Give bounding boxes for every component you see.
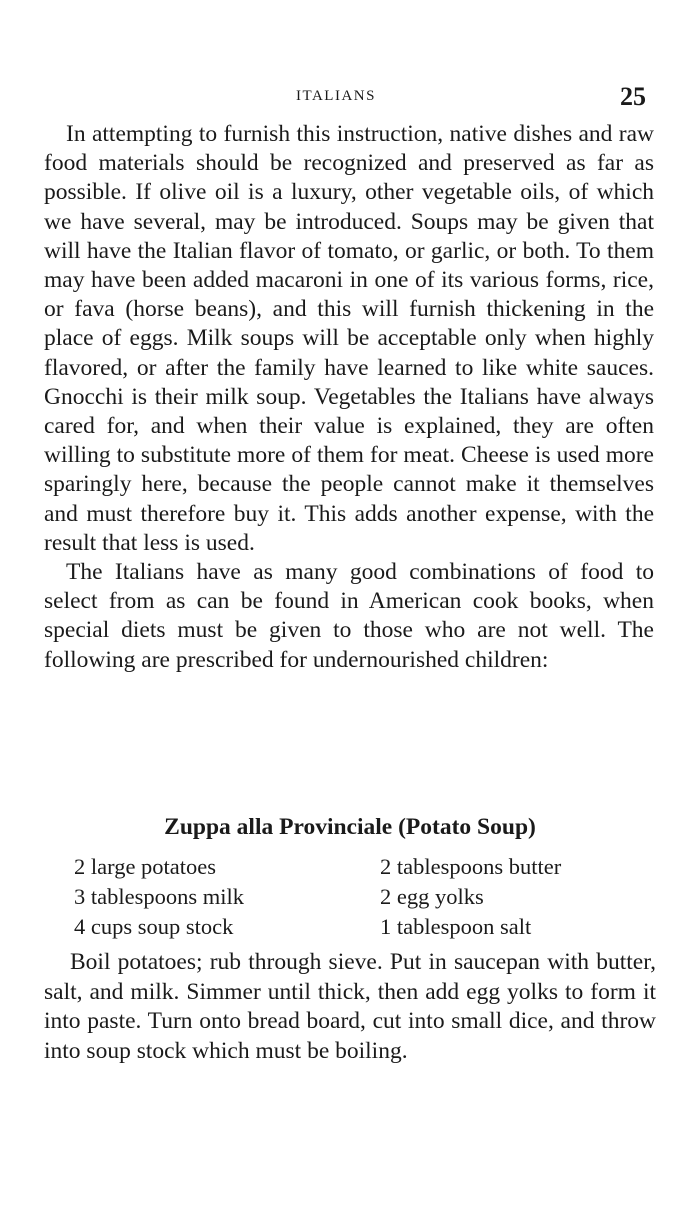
running-head [0,84,700,114]
ingredient-item: 3 tablespoons milk [74,884,244,909]
recipe-title: Zuppa alla Provinciale (Potato Soup) [164,814,536,840]
ingredient-row [74,912,674,942]
ingredient-list [74,852,674,942]
ingredient-row [74,852,674,882]
running-title: ITALIANS [296,88,376,104]
paragraph: The Italians have as many good combinations of food to select from as can be found in American cook books, when special diets must be given to those who are not well. The following are prescribed for undernourished children: [44,559,654,673]
paragraph: In attempting to furnish this instruction, native dishes and raw food materials should be recognized and preserved as far as possible. If olive oil is a luxury, other vegetable oils, of which we have several, may be introduced. Soups may be given that will have the Italian flavor of tomato, or garlic, or both. To them may have been added macaroni in one of its various forms, rice, or fava (horse beans), and this will furnish thickening in the place of eggs. Milk soups will be acceptable only when highly flavored, or after the family have learned to like white sauces. Gnocchi is their milk soup. Vegetables the Italians have always cared for, and when their value is explained, they are often willing to substitute more of them for meat. Cheese is used more sparingly here, because the people cannot make it themselves and must therefore buy it. This adds another expense, with the result that less is used. [44,121,654,556]
ingredient-item: 2 egg yolks [380,884,484,909]
recipe-method: Boil potatoes; rub through sieve. Put in saucepan with butter, salt, and milk. Simmer until thick, then add egg yolks to form it into paste. Turn onto bread board, cut into small dice, and throw into soup stock which must be boiling. [44,949,656,1064]
ingredient-item: 2 large potatoes [74,854,217,879]
ingredient-row [74,882,674,912]
ingredient-item: 1 tablespoon salt [380,914,532,939]
page-number: 25 [620,82,646,111]
ingredient-item: 4 cups soup stock [74,914,234,939]
ingredient-item: 2 tablespoons butter [380,854,562,879]
body-text [44,120,654,675]
